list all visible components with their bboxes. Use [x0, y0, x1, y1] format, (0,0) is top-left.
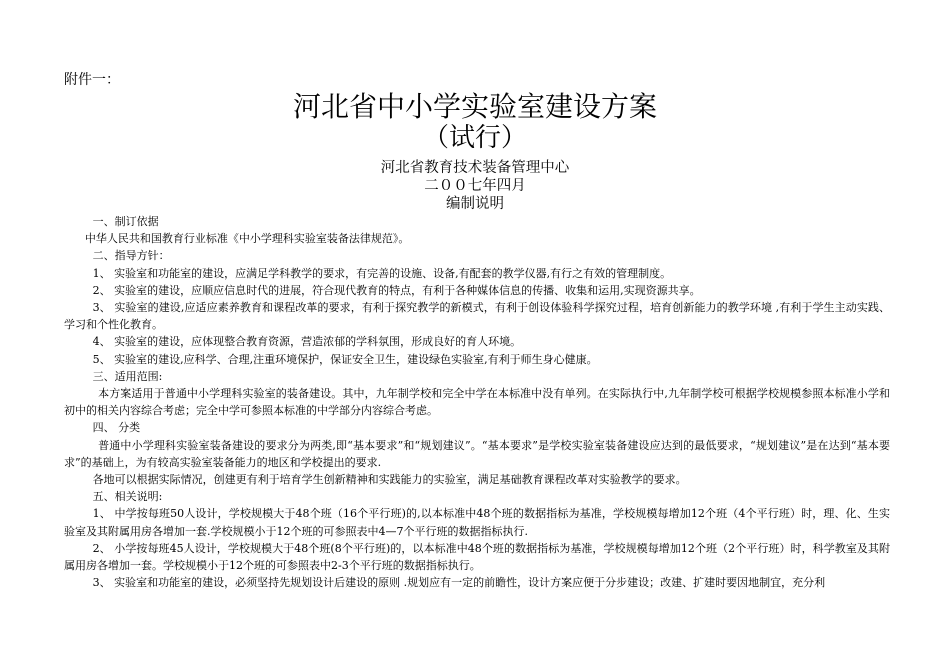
list-item: 2、 小学按每班45人设计，学校规模大于48个班(8个平行班)的，以本标准中48个班的数据指标为基准，学校规模每增加12个班（2个平行班）时，科学教室及其附属用房各增加一套。学校规模小于12个班的可参照表中2-3个平行班的数据指标执行。 — [64, 541, 890, 573]
list-item: 1、 实验室和功能室的建设，应满足学科教学的要求，有完善的设施、设备,有配套的教学仪器,有行之有效的管理制度。 — [92, 266, 672, 280]
issue-date: 二００七年四月 — [424, 178, 526, 194]
list-item: 3、 实验室和功能室的建设，必须坚持先规划设计后建设的原则 .规划应有一定的前瞻性，设计方案应便于分步建设；改建、扩建时要因地制宜，充分利 — [92, 576, 826, 590]
document-title: 河北省中小学实验室建设方案 — [292, 90, 657, 123]
attachment-label: 附件一： — [64, 72, 120, 88]
section-heading: 编制说明 — [446, 196, 504, 212]
section-heading-notes: 五、相关说明: — [92, 490, 163, 504]
document-body — [64, 213, 890, 591]
issuing-organization: 河北省教育技术装备管理中心 — [380, 160, 570, 176]
list-item: 1、 中学按每班50人设计，学校规模大于48个班（16个平行班)的,以本标准中48个班的数据指标为基准，学校规模每增加12个班（4个平行班）时，理、化、生实验室及其附属用房各增加一套.学校规模小于12个班的可参照表中4—7个平行班的数据指标执行. — [64, 507, 890, 538]
list-item: 2、 实验室的建设，应顺应信息时代的进展，符合现代教育的特点，有利于各种媒体信息的传播、收集和运用,实现资源共享。 — [92, 283, 701, 297]
section-heading-classification: 四、 分类 — [92, 421, 141, 435]
section-heading-guidelines: 二、指导方针： — [92, 249, 170, 263]
list-item: 4、 实验室的建设，应体现整合教育资源，营造浓郁的学科氛围，形成良好的育人环境。 — [92, 335, 522, 349]
paragraph: 中华人民共和国教育行业标准《中小学理科实验室装备法律规范》。 — [84, 232, 410, 246]
section-heading-basis: 一、制订依据 — [92, 215, 159, 228]
list-item: 3、 实验室的建设,应适应素养教育和课程改革的要求，有利于探究教学的新模式，有利于创设体验科学探究过程，培育创新能力的教学环境 ,有利于学生主动实践、学习和个性化教育。 — [64, 301, 890, 332]
paragraph: 本方案适用于普通中小学理科实验室的装备建设。其中，九年制学校和完全中学在本标准中没有单列。在实际执行中,九年制学校可根据学校规模参照本标准小学和初中的相关内容综合考虑；完全中学可参照本标准的中学部分内容综合考虑。 — [64, 387, 890, 418]
document-subtitle: （试行） — [422, 123, 527, 153]
section-heading-scope: 三、适用范围: — [92, 369, 163, 383]
paragraph: 普通中小学理科实验室装备建设的要求分为两类,即“基本要求”和“规划建议”。“基本要求”是学校实验室装备建设应达到的最低要求，“规划建议”是在达到“基本要求”的基础上，为有较高实验室装备能力的地区和学校提出的要求. — [64, 438, 890, 469]
list-item: 5、 实验室的建设,应科学、合理,注重环境保护，保证安全卫生，建设绿色实验室,有利于师生身心健康。 — [92, 352, 598, 366]
paragraph: 各地可以根据实际情况，创建更有利于培育学生创新精神和实践能力的实验室，满足基础教育课程改革对实验教学的要求。 — [92, 473, 687, 487]
